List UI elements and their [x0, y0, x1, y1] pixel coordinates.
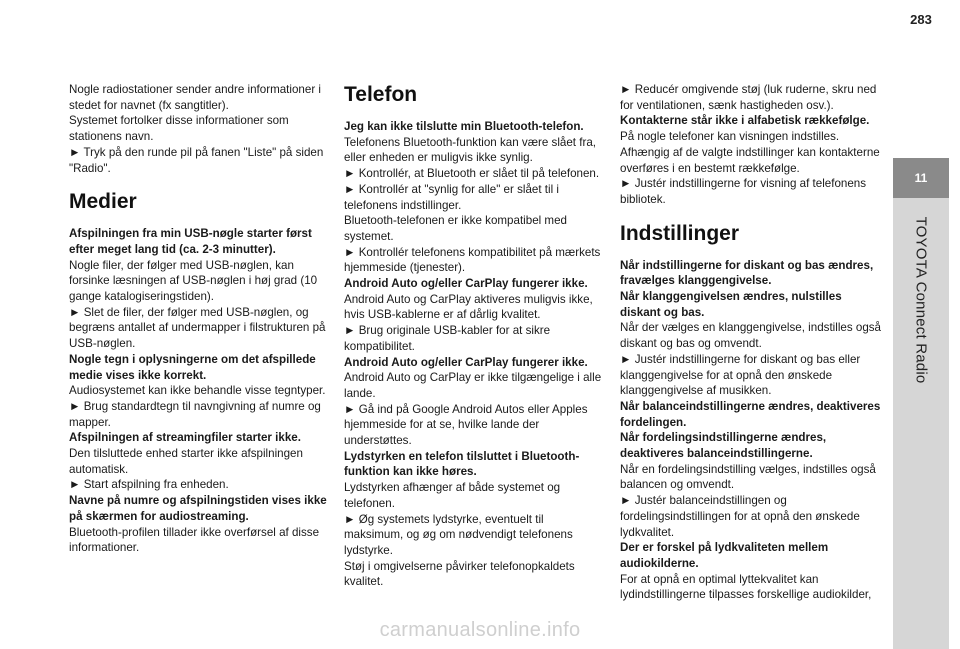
paragraph: Audiosystemet kan ikke behandle visse tegntyper.	[69, 384, 326, 398]
question: Når indstillingerne for diskant og bas ændres, fravælges klanggengivelse.	[620, 258, 874, 288]
paragraph: ► Brug originale USB-kabler for at sikre kompatibilitet.	[344, 324, 551, 353]
chapter-side-tab	[893, 0, 949, 649]
paragraph: ► Gå ind på Google Android Autos eller Apples hjemmeside for at se, hvilke lande der understøttes.	[344, 402, 588, 448]
paragraph: For at opnå en optimal lyttekvalitet kan lydindstillingerne tilpasses forskellige audiokilder,	[620, 572, 872, 602]
section-heading-telefon: Telefon	[344, 83, 418, 106]
paragraph: ► Justér balanceindstillingen og fordelingsindstillingen for at opnå den ønskede lydkvalitet.	[620, 494, 860, 539]
question: Når fordelingsindstillingerne ændres, deaktiveres balanceindstillingerne.	[620, 431, 827, 461]
paragraph: Når en fordelingsindstilling vælges, indstilles også balancen og omvendt.	[620, 462, 876, 492]
paragraph: ► Tryk på den runde pil på fanen "Liste" på siden "Radio".	[69, 145, 324, 175]
paragraph: Android Auto og CarPlay aktiveres muligvis ikke, hvis USB-kablerne er af dårlig kvalitet.	[344, 292, 593, 322]
paragraph: Støj i omgivelserne påvirker telefonopkaldets kvalitet.	[344, 559, 575, 589]
chapter-number-badge: 11	[893, 158, 949, 198]
watermark: carmanualsonline.info	[379, 619, 581, 641]
question: Jeg kan ikke tilslutte min Bluetooth-telefon.	[344, 120, 584, 133]
paragraph: Telefonens Bluetooth-funktion kan være slået fra, eller enheden er muligvis ikke synlig.	[344, 135, 596, 165]
paragraph: ► Justér indstillingerne for diskant og bas eller klanggengivelse for at opnå den ønskede klanggengivelse af musikken.	[620, 352, 861, 398]
paragraph: Bluetooth-telefonen er ikke kompatibel med systemet.	[344, 214, 567, 243]
paragraph: Den tilsluttede enhed starter ikke afspilningen automatisk.	[69, 447, 303, 476]
column-3	[620, 82, 882, 603]
paragraph: ► Kontrollér telefonens kompatibilitet på mærkets hjemmeside (tjenester).	[344, 245, 601, 275]
question: Navne på numre og afspilningstiden vises ikke på skærmen for audiostreaming.	[69, 494, 327, 523]
paragraph: ► Justér indstillingerne for visning af telefonens bibliotek.	[620, 177, 867, 206]
question: Lydstyrken en telefon tilsluttet i Bluetooth-funktion kan ikke høres.	[344, 449, 580, 479]
question: Android Auto og/eller CarPlay fungerer ikke.	[344, 355, 588, 369]
paragraph: ► Kontrollér, at Bluetooth er slået til på telefonen.	[344, 167, 600, 181]
paragraph: Systemet fortolker disse informationer som stationens navn.	[69, 114, 289, 144]
question: Når balanceindstillingerne ændres, deaktiveres fordelingen.	[620, 399, 881, 429]
question: Afspilningen af streamingfiler starter ikke.	[69, 431, 301, 445]
paragraph: ► Slet de filer, der følger med USB-nøglen, og begræns antallet af undermapper i filstrukturen på USB-nøglen.	[69, 305, 326, 351]
question: Når klanggengivelsen ændres, nulstilles diskant og bas.	[620, 290, 842, 319]
paragraph: ► Øg systemets lydstyrke, eventuelt til maksimum, og øg om nødvendigt telefonens lydstyrke.	[344, 512, 573, 557]
paragraph: ► Kontrollér at "synlig for alle" er slået til i telefonens indstillinger.	[344, 182, 559, 212]
section-heading-medier: Medier	[69, 190, 137, 214]
paragraph: På nogle telefoner kan visningen indstilles. Afhængig af de valgte indstillinger kan kontakterne overføres i en bestemt rækkefølge.	[620, 130, 880, 175]
paragraph: Android Auto og CarPlay er ikke tilgængelige i alle lande.	[344, 371, 602, 400]
paragraph: Nogle filer, der følger med USB-nøglen, kan forsinke læsningen af USB-nøglen i høj grad (10 gange katalogiseringstiden).	[69, 258, 318, 304]
question: Afspilningen fra min USB-nøgle starter først efter meget lang tid (ca. 2-3 minutter).	[69, 227, 312, 256]
paragraph: Bluetooth-profilen tillader ikke overførsel af disse informationer.	[69, 525, 320, 555]
question: Der er forskel på lydkvaliteten mellem audiokilderne.	[620, 541, 829, 570]
column-2	[344, 82, 606, 590]
paragraph: Lydstyrken afhænger af både systemet og telefonen.	[344, 481, 561, 510]
question: Kontakterne står ikke i alfabetisk rækkefølge.	[620, 114, 870, 128]
paragraph: ► Start afspilning fra enheden.	[69, 478, 229, 492]
paragraph: Nogle radiostationer sender andre informationer i stedet for navnet (fx sangtitler).	[69, 83, 321, 112]
paragraph: ► Brug standardtegn til navngivning af numre og mapper.	[69, 399, 321, 429]
paragraph: ► Reducér omgivende støj (luk ruderne, skru ned for ventilationen, sænk hastigheden osv.).	[620, 83, 877, 112]
chapter-title: TOYOTA Connect Radio	[912, 216, 930, 384]
question: Android Auto og/eller CarPlay fungerer ikke.	[344, 277, 588, 291]
section-heading-indstillinger: Indstillinger	[620, 221, 740, 245]
page-number: 283	[910, 12, 932, 27]
column-1	[69, 82, 331, 556]
question: Nogle tegn i oplysningerne om det afspillede medie vises ikke korrekt.	[69, 352, 316, 382]
paragraph: Når der vælges en klanggengivelse, indstilles også diskant og bas og omvendt.	[620, 321, 882, 351]
